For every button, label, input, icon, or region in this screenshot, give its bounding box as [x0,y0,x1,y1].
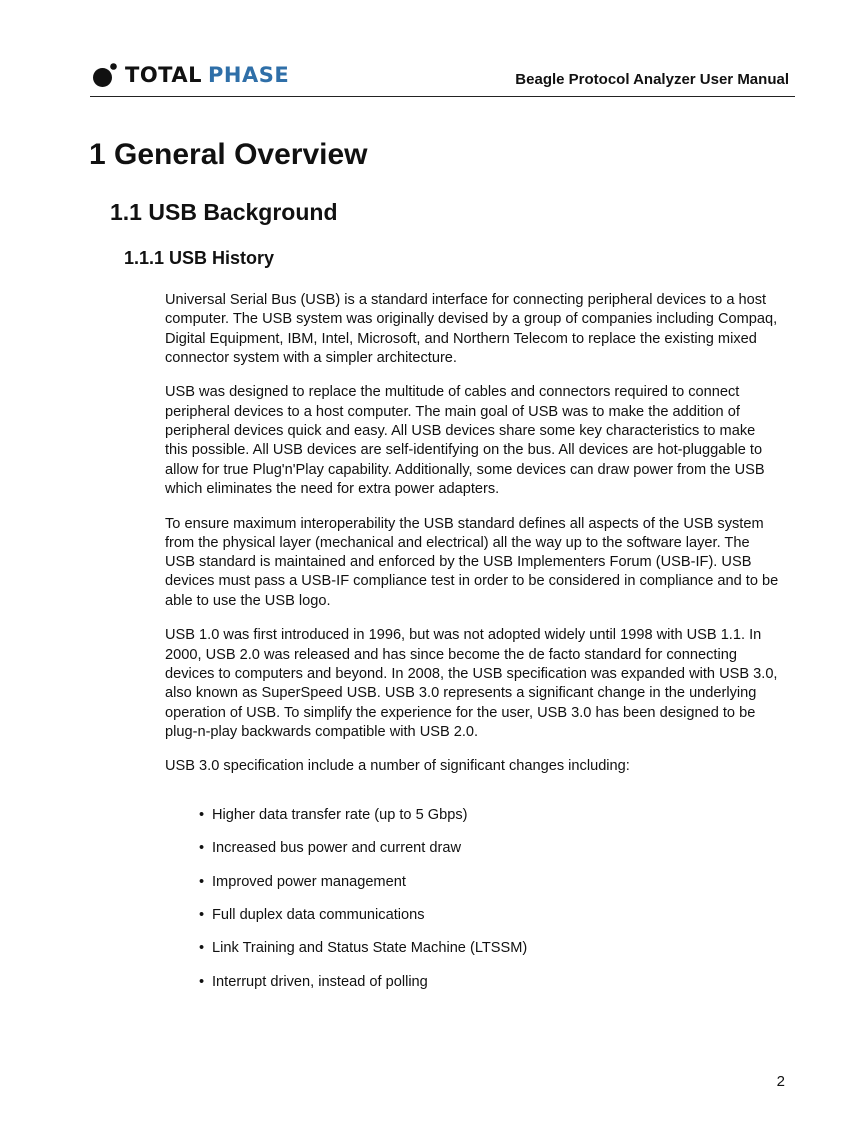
page-number: 2 [776,1073,785,1090]
body-text [165,291,780,1006]
paragraph: USB was designed to replace the multitude of cables and connectors required to connect peripheral devices to a host computer. The main goal of USB was to make the addition of peripheral devices quick and easy. All USB devices share some key characteristics to make this possible. All USB devices are self-identifying on the bus. All devices are hot-pluggable to allow for true Plug'n'Play capability. Additionally, some devices can draw power from the USB which eliminates the need for extra power adapters. [165,384,765,497]
paragraph: Universal Serial Bus (USB) is a standard interface for connecting peripheral devices to a host computer. The USB system was originally devised by a group of companies including Compaq, Digital Equipment, IBM, Intel, Microsoft, and Northern Telecom to replace the existing mixed connector system with a simpler architecture. [165,292,778,366]
list-item-text: Interrupt driven, instead of polling [212,973,428,990]
list-item-text: Improved power management [212,873,406,890]
list-item [165,806,780,839]
logo-text [125,63,289,87]
logo-word-total: TOTAL [125,63,203,87]
bullet-icon: • [199,973,205,990]
subsection-heading: 1.1.1 USB History [124,248,275,268]
total-phase-logo-icon [92,62,118,88]
list-item-text: Higher data transfer rate (up to 5 Gbps) [212,806,468,823]
list-item-text: Link Training and Status State Machine (LTSSM) [212,940,528,957]
bullet-icon: • [199,906,205,923]
chapter-heading: 1 General Overview [89,138,368,171]
page-header [90,58,795,97]
paragraph: To ensure maximum interoperability the USB standard defines all aspects of the USB system from the physical layer (mechanical and electrical) all the way up to the software layer. The USB standard is maintained and enforced by the USB Implementers Forum (USB-IF). USB devices must pass a USB-IF compliance test in order to be considered in compliance and to be able to use the USB logo. [165,515,779,609]
paragraph: USB 3.0 specification include a number of significant changes including: [165,758,630,775]
bullet-icon: • [199,940,205,957]
company-logo [92,60,289,90]
list-item [165,973,780,1006]
manual-title: Beagle Protocol Analyzer User Manual [515,71,789,88]
list-item [165,939,780,972]
list-item-text: Increased bus power and current draw [212,840,462,857]
bullet-icon: • [199,873,205,890]
list-item [165,873,780,906]
bullet-icon: • [199,840,205,857]
section-heading: 1.1 USB Background [110,199,338,225]
list-item [165,906,780,939]
feature-list [165,806,780,1006]
logo-word-phase: PHASE [208,63,290,87]
list-item [165,839,780,872]
bullet-icon: • [199,806,205,823]
paragraph: USB 1.0 was first introduced in 1996, but was not adopted widely until 1998 with USB 1.1. In 2000, USB 2.0 was released and has since become the de facto standard for connecting devices to computers and beyond. In 2008, the USB specification was expanded with USB 3.0, also known as SuperSpeed USB. USB 3.0 represents a significant change in the underlying operation of USB. To simplify the experience for the user, USB 3.0 has been designed to be plug-n-play backwards compatible with USB 2.0. [165,627,778,740]
list-item-text: Full duplex data communications [212,906,425,923]
